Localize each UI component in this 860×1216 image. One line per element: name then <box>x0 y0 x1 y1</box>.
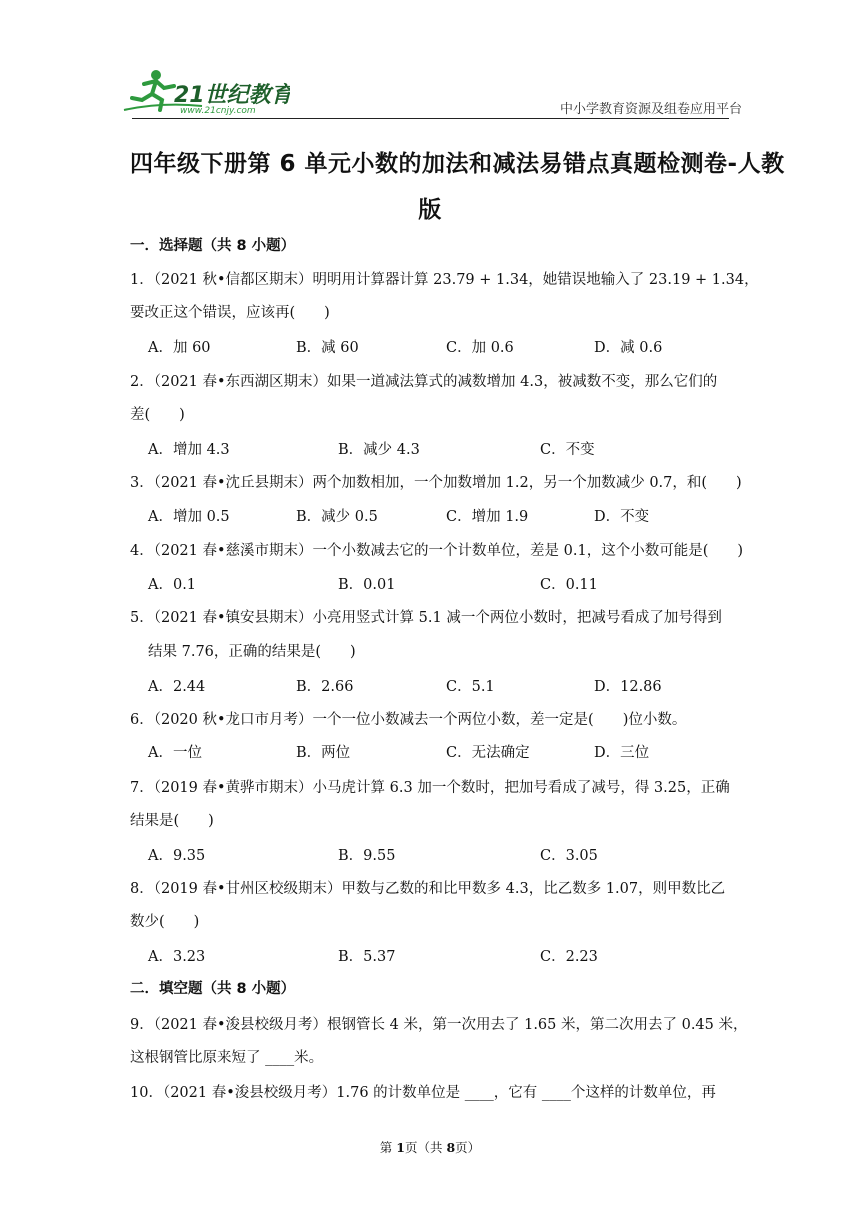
question-6-option-c[interactable]: C．无法确定 <box>446 745 530 761</box>
logo-text: 21世纪教育 <box>174 83 290 108</box>
site-logo[interactable] <box>122 66 290 116</box>
question-8-line-1: 8．（2019 春•甘州区校级期末）甲数与乙数的和比甲数多 4.3，比乙数多 1.07，则甲数比乙 <box>130 881 726 897</box>
footer-page-number: 1 <box>396 1140 405 1155</box>
question-5-line-2: 结果 7.76，正确的结果是( ) <box>148 644 356 660</box>
question-10-line-1: 10．（2021 春•浚县校级月考）1.76 的计数单位是 ____，它有 ____个这样的计数单位，再 <box>130 1085 716 1101</box>
question-5-line-1: 5．（2021 春•镇安县期末）小亮用竖式计算 5.1 减一个两位小数时，把减号看成了加号得到 <box>130 610 722 626</box>
question-9-line-2: 这根钢管比原来短了 ____米。 <box>130 1050 324 1066</box>
question-8-option-b[interactable]: B．5.37 <box>338 949 396 965</box>
question-5-option-a[interactable]: A．2.44 <box>148 679 206 695</box>
question-3-line-1: 3．（2021 春•沈丘县期末）两个加数相加，一个加数增加 1.2，另一个加数减少 0.7，和( ) <box>130 475 742 491</box>
question-1-line-1: 1．（2021 秋•信都区期末）明明用计算器计算 23.79 + 1.34，她错误地输入了 23.19 + 1.34， <box>130 272 759 288</box>
question-5-option-d[interactable]: D．12.86 <box>594 679 662 695</box>
page-footer <box>130 1138 730 1156</box>
question-8-line-2: 数少( ) <box>130 914 200 930</box>
question-1-option-b[interactable]: B．减 60 <box>296 340 359 356</box>
question-8-option-a[interactable]: A．3.23 <box>148 949 206 965</box>
question-1-option-c[interactable]: C．加 0.6 <box>446 340 514 356</box>
footer-prefix: 第 <box>379 1140 397 1155</box>
footer-mid: 页（共 <box>404 1140 447 1155</box>
question-3-option-d[interactable]: D．不变 <box>594 509 650 525</box>
question-6-option-a[interactable]: A．一位 <box>148 745 202 761</box>
question-7-option-a[interactable]: A．9.35 <box>148 848 206 864</box>
question-7-option-b[interactable]: B．9.55 <box>338 848 396 864</box>
question-7-option-c[interactable]: C．3.05 <box>540 848 598 864</box>
header-divider <box>132 118 729 119</box>
question-1-option-a[interactable]: A．加 60 <box>148 340 211 356</box>
question-6-option-d[interactable]: D．三位 <box>594 745 650 761</box>
question-4-line-1: 4．（2021 春•慈溪市期末）一个小数减去它的一个计数单位，差是 0.1，这个小数可能是( ) <box>130 543 744 559</box>
question-2-option-c[interactable]: C．不变 <box>540 442 595 458</box>
page-title-line1: 四年级下册第 6 单元小数的加法和减法易错点真题检测卷-人教 <box>130 151 785 177</box>
question-5-option-b[interactable]: B．2.66 <box>296 679 354 695</box>
question-4-option-a[interactable]: A．0.1 <box>148 577 197 593</box>
page-title-line2: 版 <box>418 197 442 223</box>
question-2-option-a[interactable]: A．增加 4.3 <box>148 442 230 458</box>
question-4-option-c[interactable]: C．0.11 <box>540 577 598 593</box>
question-7-line-2: 结果是( ) <box>130 813 214 829</box>
question-7-line-1: 7．（2019 春•黄骅市期末）小马虎计算 6.3 加一个数时，把加号看成了减号，得 3.25，正确 <box>130 780 730 796</box>
question-6-line-1: 6．（2020 秋•龙口市月考）一个一位小数减去一个两位小数，差一定是( )位小数。 <box>130 712 687 728</box>
question-3-option-b[interactable]: B．减少 0.5 <box>296 509 378 525</box>
question-8-option-c[interactable]: C．2.23 <box>540 949 598 965</box>
question-2-option-b[interactable]: B．减少 4.3 <box>338 442 420 458</box>
footer-total-pages: 8 <box>446 1140 456 1155</box>
question-4-option-b[interactable]: B．0.01 <box>338 577 396 593</box>
footer-suffix: 页） <box>455 1140 481 1155</box>
section-heading-choice: 一．选择题（共 8 小题） <box>130 238 296 254</box>
question-1-line-2: 要改正这个错误，应该再( ) <box>130 305 330 321</box>
question-5-option-c[interactable]: C．5.1 <box>446 679 495 695</box>
logo-url: www.21cnjy.com <box>180 106 256 116</box>
question-6-option-b[interactable]: B．两位 <box>296 745 351 761</box>
question-9-line-1: 9．（2021 春•浚县校级月考）根钢管长 4 米，第一次用去了 1.65 米，第二次用去了 0.45 米， <box>130 1017 748 1033</box>
question-1-option-d[interactable]: D．减 0.6 <box>594 340 663 356</box>
platform-name: 中小学教育资源及组卷应用平台 <box>560 102 743 117</box>
question-2-line-2: 差( ) <box>130 407 185 423</box>
section-heading-fill: 二．填空题（共 8 小题） <box>130 981 296 997</box>
question-2-line-1: 2．（2021 春•东西湖区期末）如果一道减法算式的减数增加 4.3，被减数不变，那么它们的 <box>130 374 718 390</box>
question-3-option-c[interactable]: C．增加 1.9 <box>446 509 529 525</box>
question-3-option-a[interactable]: A．增加 0.5 <box>148 509 230 525</box>
